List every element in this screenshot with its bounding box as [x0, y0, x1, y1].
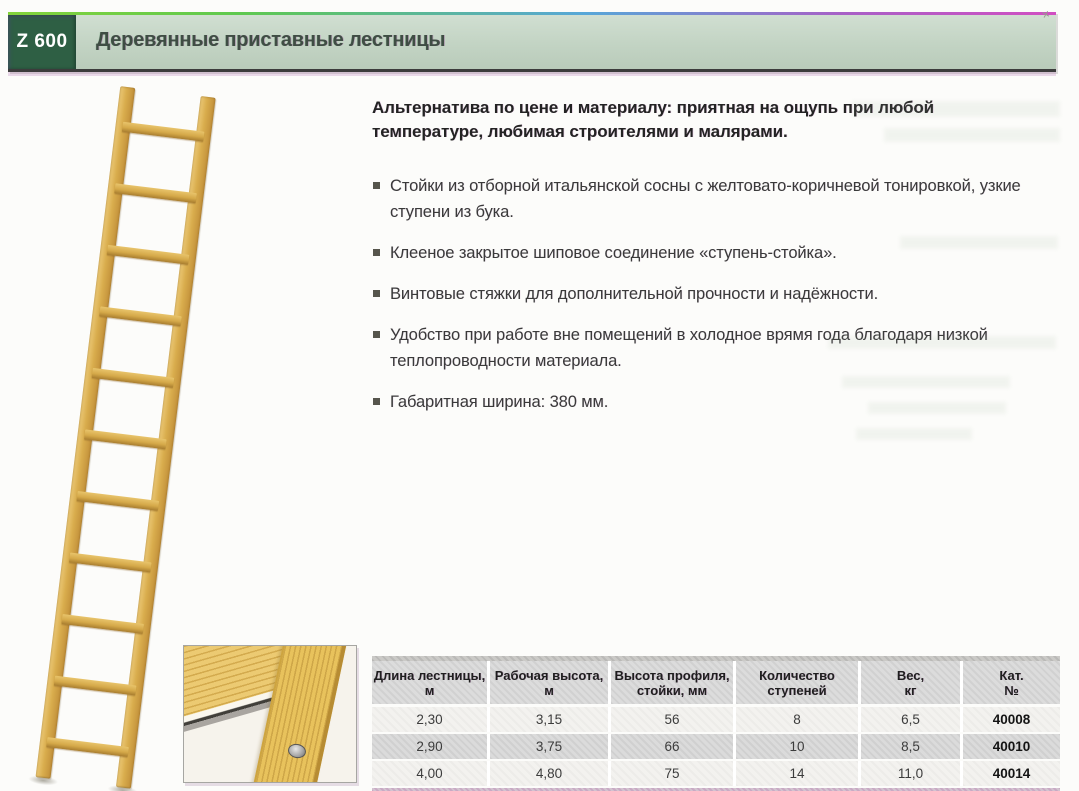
table-row: [372, 707, 1060, 732]
table-header-row: [372, 661, 1060, 704]
ladder-rung: [69, 553, 152, 573]
table-cell: 2,30: [372, 707, 487, 732]
table-cell: 11,0: [858, 761, 960, 786]
column-header: Количество ступеней: [733, 661, 858, 704]
table-cell: 3,15: [487, 707, 608, 732]
catalog-number: 40008: [960, 707, 1060, 732]
header-bar: [8, 12, 1056, 72]
page-title: Деревянные приставные лестницы: [96, 29, 446, 51]
bullet-square-icon: [373, 290, 380, 297]
ladder-rung: [114, 183, 197, 203]
table-cell: 10: [733, 734, 858, 759]
table-cell: 66: [608, 734, 733, 759]
intro-text: Альтернатива по цене и материалу: приятная на ощупь при любой температуре, любимая строителями и малярами.: [372, 98, 935, 141]
column-header: Рабочая высота, м: [487, 661, 608, 704]
feature-text: Габаритная ширина: 380 мм.: [390, 393, 609, 411]
list-item: [372, 173, 1056, 225]
feature-text: Удобство при работе вне помещений в холодное врямя года благодаря низкой теплопроводности материала.: [390, 326, 988, 370]
table-cell: 4,00: [372, 761, 487, 786]
table-row: [372, 761, 1060, 786]
table-cell: 2,90: [372, 734, 487, 759]
ladder-rung: [54, 676, 137, 696]
bleed-through-artifact: [852, 101, 1060, 117]
catalog-number: 40010: [960, 734, 1060, 759]
feature-text: Стойки из отборной итальянской сосны с желтовато-коричневой тонировкой, узкие ступени из бука.: [390, 177, 1021, 221]
bullet-square-icon: [373, 249, 380, 256]
table-cell: 8,5: [858, 734, 960, 759]
feature-text: Винтовые стяжки для дополнительной прочности и надёжности.: [390, 285, 879, 303]
ladder-rung: [107, 245, 190, 265]
ladder-rung: [122, 122, 205, 142]
ladder-rung: [46, 737, 129, 757]
ladder-rung: [92, 368, 175, 388]
table-row: [372, 734, 1060, 759]
bullet-square-icon: [373, 331, 380, 338]
ladder-foot-shadow: [28, 774, 59, 787]
column-header: Высота профиля, стойки, мм: [608, 661, 733, 704]
column-header: Вес, кг: [858, 661, 960, 704]
spec-table: [372, 656, 1060, 791]
column-header: Кат. №: [960, 661, 1060, 704]
bleed-through-artifact: [856, 428, 972, 440]
feature-text: Клееное закрытое шиповое соединение «ступень-стойка».: [390, 244, 837, 262]
table-cell: 75: [608, 761, 733, 786]
list-item: [372, 281, 1056, 307]
table-cell: 4,80: [487, 761, 608, 786]
table-cell: 6,5: [858, 707, 960, 732]
bullet-square-icon: [373, 398, 380, 405]
table-cell: 8: [733, 707, 858, 732]
ladder-foot-shadow: [107, 784, 138, 791]
ladder-rung: [76, 491, 159, 511]
table-cell: 56: [608, 707, 733, 732]
scan-artifact-mark: ✕: [1040, 9, 1052, 22]
ladder-rung: [84, 429, 167, 449]
catalog-number: 40014: [960, 761, 1060, 786]
bleed-through-artifact: [828, 336, 1056, 349]
ladder-rung: [99, 306, 182, 326]
bleed-through-artifact: [900, 236, 1058, 249]
joint-detail-photo: [183, 645, 357, 783]
column-header: Длина лестницы, м: [372, 661, 487, 704]
table-cell: 14: [733, 761, 858, 786]
table-cell: 3,75: [487, 734, 608, 759]
bleed-through-artifact: [884, 128, 1060, 142]
bleed-through-artifact: [842, 376, 1010, 388]
feature-list: [372, 173, 1056, 430]
bullet-square-icon: [373, 182, 380, 189]
bleed-through-artifact: [868, 402, 1006, 414]
product-code-badge: Z 600: [8, 15, 76, 69]
ladder-rung: [61, 614, 144, 634]
